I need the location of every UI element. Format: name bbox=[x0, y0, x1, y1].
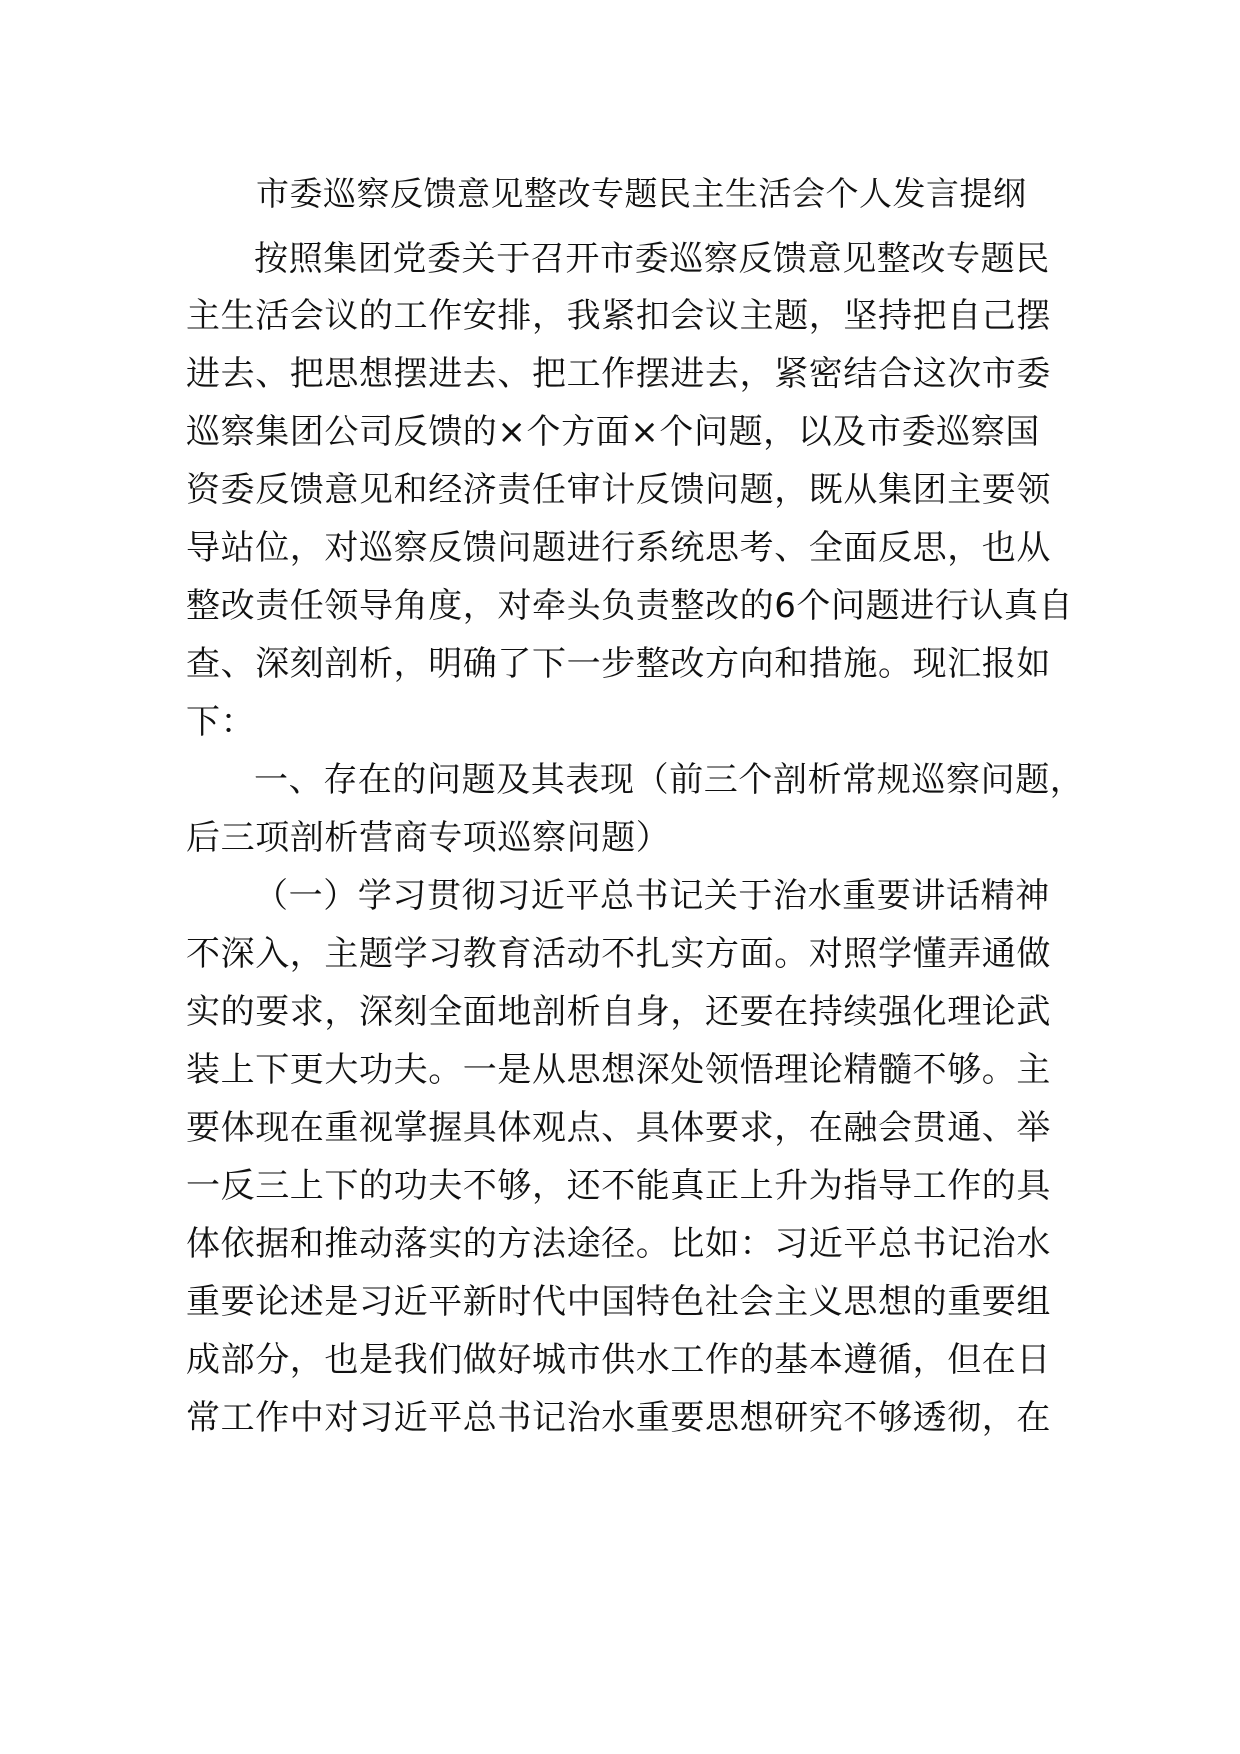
paragraph-line: 资委反馈意见和经济责任审计反馈问题，既从集团主要领 bbox=[186, 470, 1051, 510]
paragraph-line: 装上下更大功夫。一是从思想深处领悟理论精髓不够。主 bbox=[186, 1050, 1051, 1090]
paragraph-line: 进去、把思想摆进去、把工作摆进去，紧密结合这次市委 bbox=[186, 354, 1051, 394]
paragraph-line: 巡察集团公司反馈的×个方面×个问题，以及市委巡察国 bbox=[186, 412, 1040, 452]
paragraph-line: 导站位，对巡察反馈问题进行系统思考、全面反思，也从 bbox=[186, 528, 1051, 568]
paragraph-line: 查、深刻剖析，明确了下一步整改方向和措施。现汇报如 bbox=[186, 644, 1051, 684]
paragraph-line: 不深入，主题学习教育活动不扎实方面。对照学懂弄通做 bbox=[186, 934, 1051, 974]
paragraph-line: （一）学习贯彻习近平总书记关于治水重要讲话精神 bbox=[254, 876, 1050, 916]
paragraph-line: 下： bbox=[186, 702, 256, 742]
paragraph-line: 常工作中对习近平总书记治水重要思想研究不够透彻，在 bbox=[186, 1398, 1051, 1438]
document-title: 市委巡察反馈意见整改专题民主生活会个人发言提纲 bbox=[256, 174, 1027, 213]
paragraph-line: 主生活会议的工作安排，我紧扣会议主题，坚持把自己摆 bbox=[186, 296, 1051, 336]
paragraph-line: 整改责任领导角度，对牵头负责整改的6个问题进行认真自 bbox=[186, 586, 1074, 626]
section-heading-line: 后三项剖析营商专项巡察问题） bbox=[186, 818, 671, 858]
paragraph-line: 体依据和推动落实的方法途径。比如：习近平总书记治水 bbox=[186, 1224, 1051, 1264]
paragraph-line: 要体现在重视掌握具体观点、具体要求，在融会贯通、举 bbox=[186, 1108, 1051, 1148]
paragraph-line: 一反三上下的功夫不够，还不能真正上升为指导工作的具 bbox=[186, 1166, 1051, 1206]
paragraph-line: 成部分，也是我们做好城市供水工作的基本遵循，但在日 bbox=[186, 1340, 1051, 1380]
paragraph-line: 实的要求，深刻全面地剖析自身，还要在持续强化理论武 bbox=[186, 992, 1051, 1032]
section-heading-line: 一、存在的问题及其表现（前三个剖析常规巡察问题， bbox=[254, 760, 1085, 800]
paragraph-line: 重要论述是习近平新时代中国特色社会主义思想的重要组 bbox=[186, 1282, 1051, 1322]
paragraph-line: 按照集团党委关于召开市委巡察反馈意见整改专题民 bbox=[254, 239, 1050, 279]
